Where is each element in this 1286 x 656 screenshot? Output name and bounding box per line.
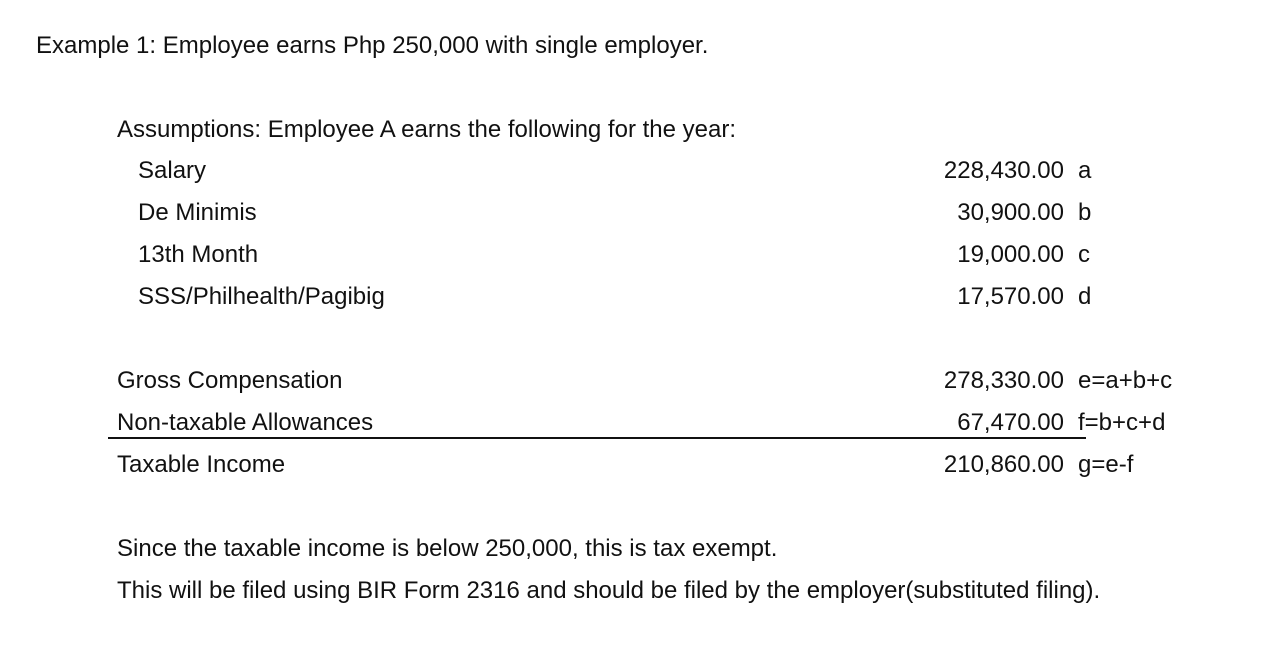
gross-compensation-label: Gross Compensation — [117, 367, 343, 394]
non-taxable-allowances-value: 67,470.00 — [957, 409, 1064, 436]
gross-compensation-value: 278,330.00 — [943, 367, 1064, 394]
item-code-salary: a — [1078, 157, 1092, 184]
item-label-contributions: SSS/Philhealth/Pagibig — [138, 283, 385, 310]
item-value-13th-month: 19,000.00 — [957, 241, 1064, 268]
item-label-de-minimis: De Minimis — [138, 199, 257, 226]
taxable-income-value: 210,860.00 — [943, 451, 1064, 478]
item-value-contributions: 17,570.00 — [957, 283, 1064, 310]
item-value-de-minimis: 30,900.00 — [957, 199, 1064, 226]
assumptions-heading: Assumptions: Employee A earns the following for the year: — [117, 116, 736, 143]
gross-compensation-formula: e=a+b+c — [1078, 367, 1173, 394]
item-code-de-minimis: b — [1078, 199, 1092, 226]
item-code-contributions: d — [1078, 283, 1092, 310]
total-divider-line — [108, 437, 1086, 439]
taxable-income-label: Taxable Income — [117, 451, 286, 478]
note-filing: This will be filed using BIR Form 2316 and should be filed by the employer(substituted filing). — [117, 577, 1101, 604]
item-label-13th-month: 13th Month — [138, 241, 259, 268]
page-title: Example 1: Employee earns Php 250,000 with single employer. — [36, 32, 709, 59]
non-taxable-allowances-label: Non-taxable Allowances — [117, 409, 374, 436]
item-label-salary: Salary — [138, 157, 207, 184]
taxable-income-formula: g=e-f — [1078, 451, 1134, 478]
note-tax-exempt: Since the taxable income is below 250,000, this is tax exempt. — [117, 535, 778, 562]
item-code-13th-month: c — [1078, 241, 1090, 268]
item-value-salary: 228,430.00 — [943, 157, 1064, 184]
non-taxable-allowances-formula: f=b+c+d — [1078, 409, 1166, 436]
